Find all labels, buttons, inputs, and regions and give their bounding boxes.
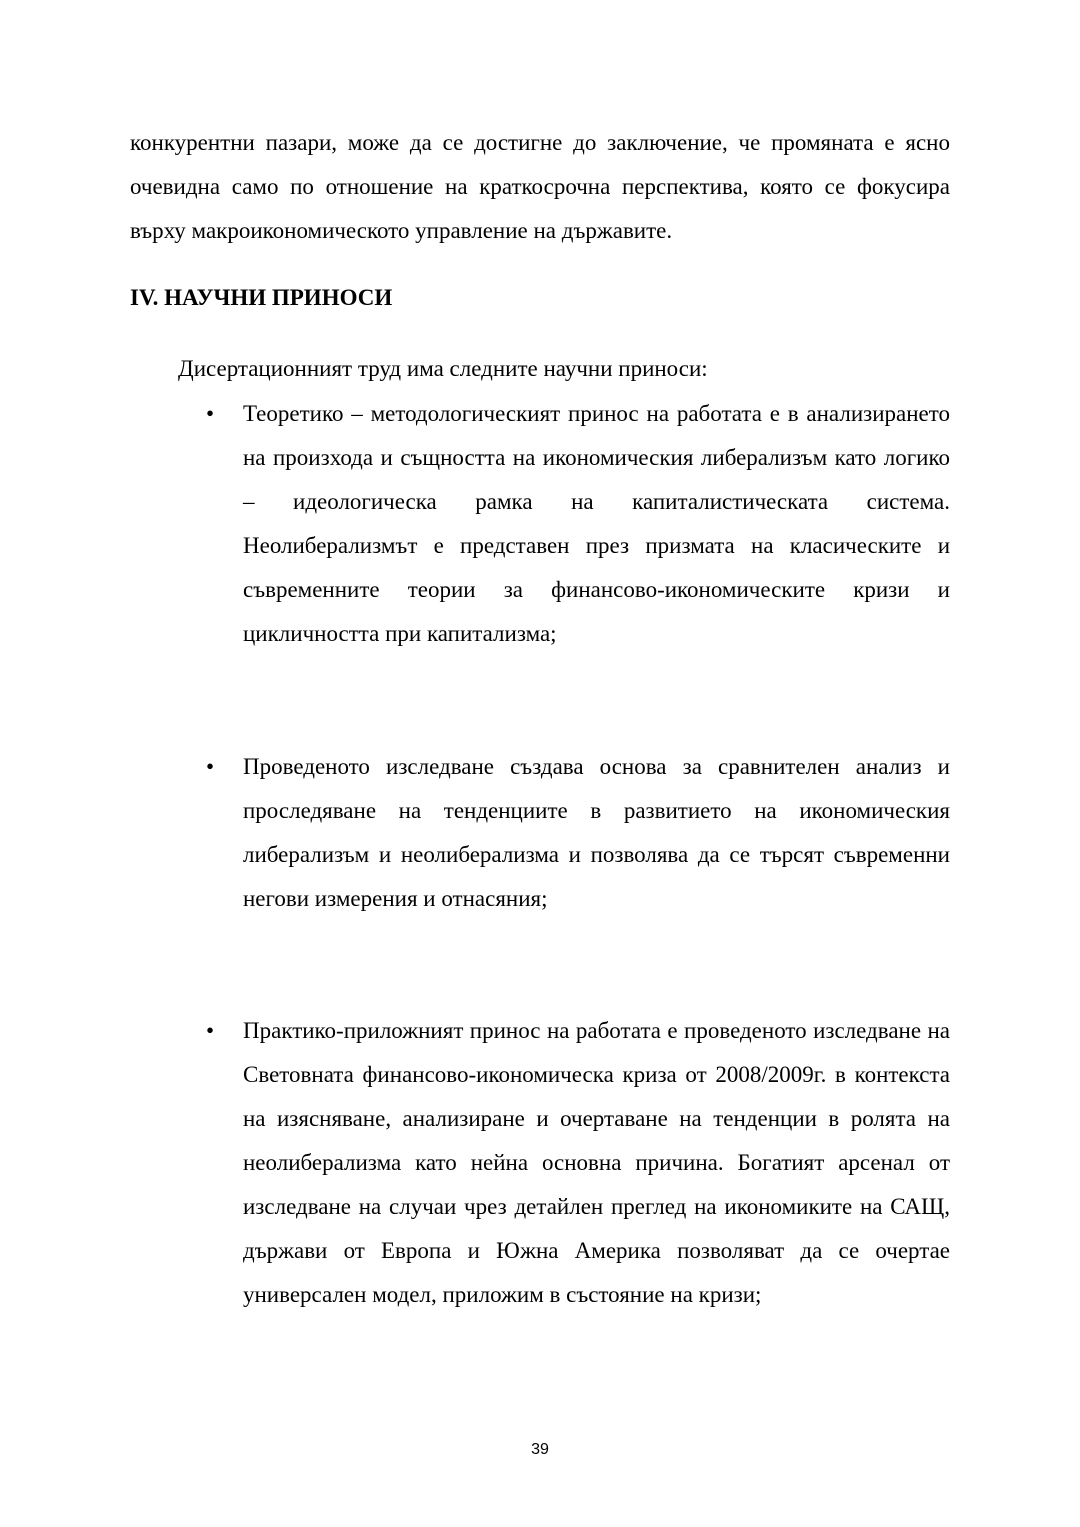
intro-paragraph: конкурентни пазари, може да се достигне до заключение, че промяната е ясно очевидна само по отношение на краткосрочна перспектива, която се фокусира върху макроикономическото управление на държавите. [130,130,950,243]
page-number: 39 [531,1441,549,1458]
lead-sentence: Дисертационният труд има следните научни приноси: [178,356,708,381]
contribution-text: Проведеното изследване създава основа за сравнителен анализ и проследяване на тенденциите в развитието на икономическия либерализъм и неолиберализма и позволява да се търсят съвременни негови измерения и отнасяния; [243,754,950,911]
contribution-text: Практико-приложният принос на работата е проведеното изследване на Световната финансово-икономическа криза от 2008/2009г. в контекста на изясняване, анализиране и очертаване на тенденции в ролята на неолиберализма като нейна основна причина. Богатият арсенал от изследване на случаи чрез детайлен преглед на икономиките на САЩ, държави от Европа и Южна Америка позволяват да се очертае универсален модел, приложим в състояние на кризи; [243,1018,950,1307]
contribution-text: Теоретико – методологическият принос на работата е в анализирането на произхода и същността на икономическия либерализъм като логико – идеологическа рамка на капиталистическата система. Неолиберализмът е представен през призмата на класическите и съвременните теории за финансово-икономическите кризи и цикличността при капитализма; [243,401,950,646]
bullet-icon: • [206,1018,215,1043]
bullet-icon: • [206,754,215,779]
section-heading: IV. НАУЧНИ ПРИНОСИ [130,285,393,310]
bullet-icon: • [206,401,215,426]
